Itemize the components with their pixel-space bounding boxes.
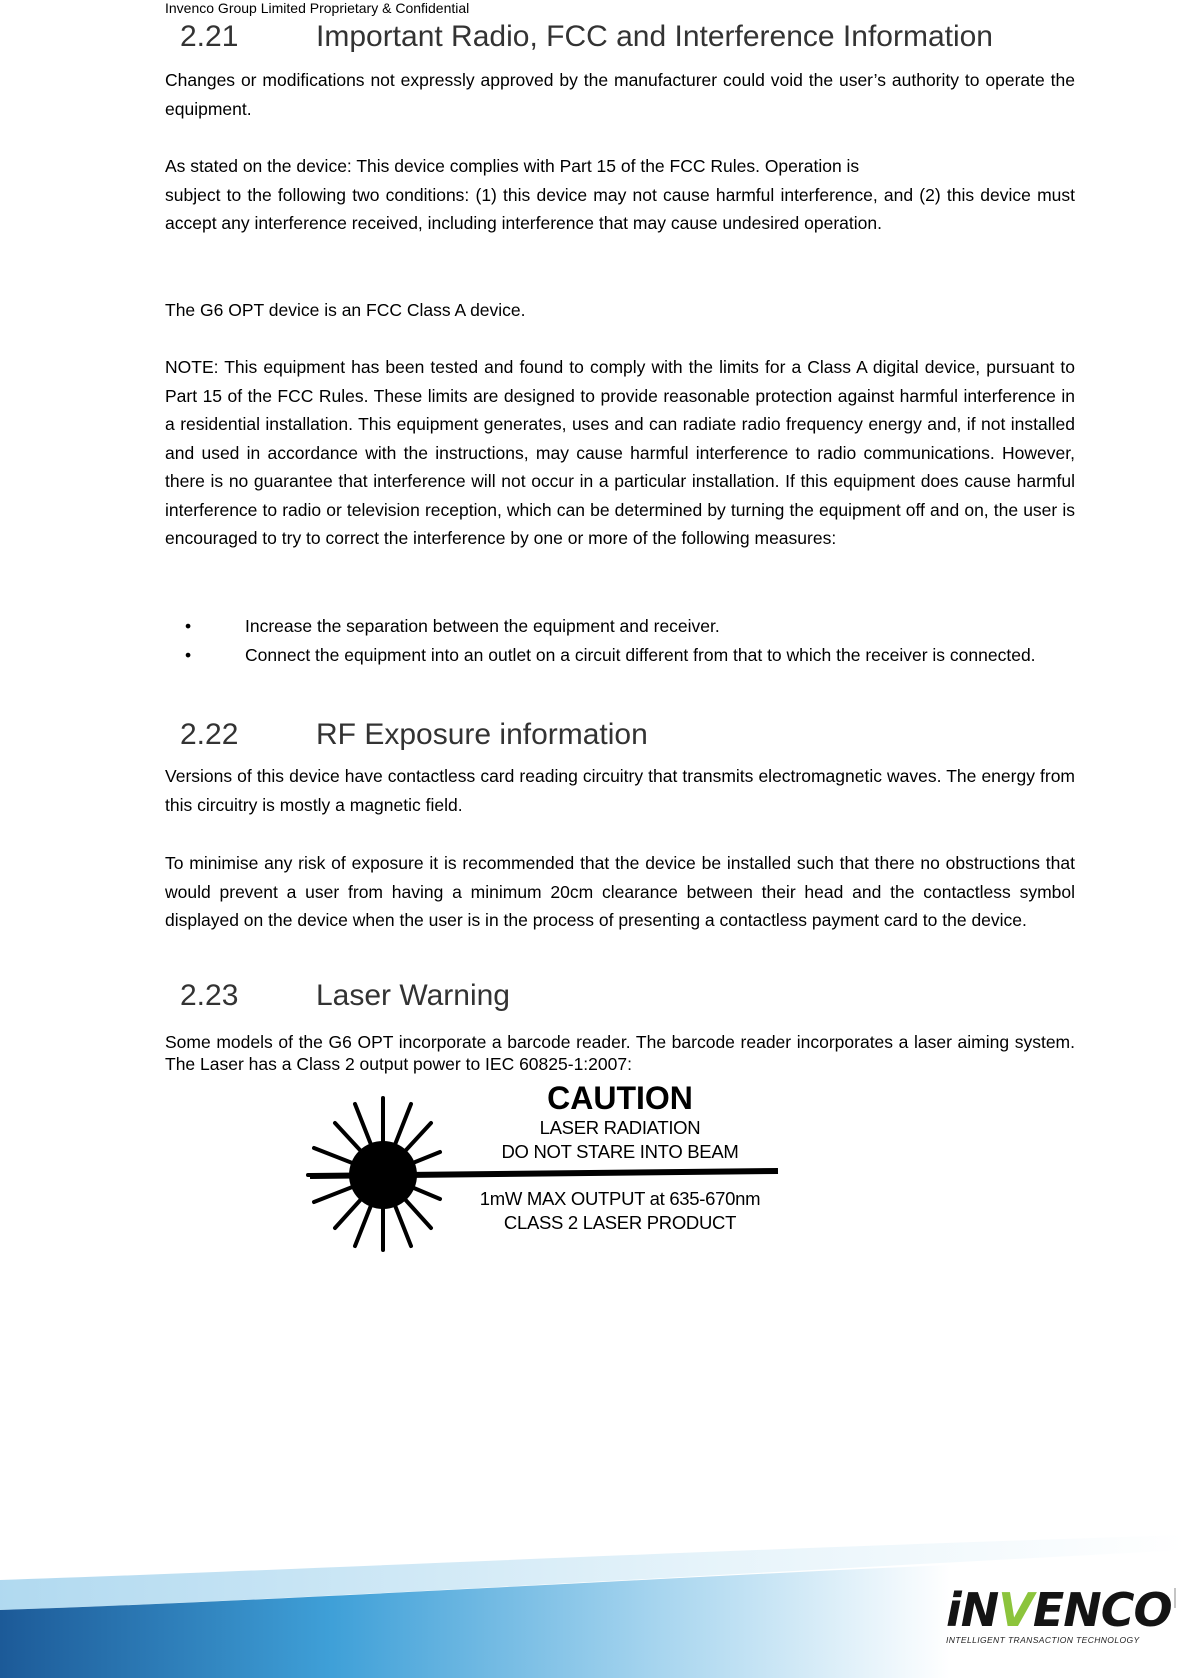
section-heading-2-22 <box>180 717 648 753</box>
logo-tagline: INTELLIGENT TRANSACTION TECHNOLOGY <box>946 1635 1140 1645</box>
section-number: 2.23 <box>180 979 239 1012</box>
paragraph <box>165 152 1075 238</box>
list-item: • Connect the equipment into an outlet on a circuit different from that to which the receiver is connected. <box>165 641 1075 670</box>
caution-line: 1mW MAX OUTPUT at 635-670nm <box>479 1188 761 1209</box>
section-number: 2.22 <box>180 718 239 751</box>
caution-line: CLASS 2 LASER PRODUCT <box>503 1212 737 1233</box>
paragraph-line: As stated on the device: This device complies with Part 15 of the FCC Rules. Operation is <box>165 156 860 176</box>
paragraph: Versions of this device have contactless card reading circuitry that transmits electromagnetic waves. The energy from this circuitry is mostly a magnetic field. <box>165 766 1075 815</box>
paragraph-line: subject to the following two conditions: (1) this device may not cause harmful interference, and (2) this device must accept any interference received, including interference that may cause undesired operation. <box>165 184 1075 233</box>
paragraph: To minimise any risk of exposure it is recommended that the device be installed such that there no obstructions that would prevent a user from having a minimum 20cm clearance between their head and the contactless symbol displayed on the device when the user is in the process of presenting a contactless payment card to the device. <box>165 853 1075 930</box>
list-item: • Increase the separation between the equipment and receiver. <box>165 612 1075 641</box>
section-number: 2.21 <box>180 20 239 53</box>
section-title: Laser Warning <box>316 979 510 1012</box>
caution-title: CAUTION <box>547 1080 693 1116</box>
paragraph: The G6 OPT device is an FCC Class A device. <box>165 300 526 320</box>
section-title: Important Radio, FCC and Interference Information <box>316 20 993 53</box>
measures-list <box>165 612 1075 669</box>
confidential-header: Invenco Group Limited Proprietary & Confidential <box>165 0 470 16</box>
section-title: RF Exposure information <box>316 718 648 751</box>
section-heading-2-23 <box>180 978 510 1014</box>
paragraph: NOTE: This equipment has been tested and found to comply with the limits for a Class A digital device, pursuant to Part 15 of the FCC Rules. These limits are designed to provide reasonable protection against harmful interference in a residential installation. This equipment generates, uses and can radiate radio frequency energy and, if not installed and used in accordance with the instructions, may cause harmful interference to radio communications. However, there is no guarantee that interference will not occur in a particular installation. If this equipment does cause harmful interference to radio or television reception, which can be determined by turning the equipment off and on, the user is encouraged to try to correct the interference by one or more of the following measures: <box>165 357 1075 548</box>
caution-line: DO NOT STARE INTO BEAM <box>501 1141 739 1162</box>
paragraph: Changes or modifications not expressly approved by the manufacturer could void the user’s authority to operate the equipment. <box>165 70 1075 119</box>
paragraph: Some models of the G6 OPT incorporate a barcode reader. The barcode reader incorporates a laser aiming system. The Laser has a Class 2 output power to IEC 60825-1:2007: <box>165 1032 1075 1074</box>
section-heading-2-21 <box>180 19 993 55</box>
logo-wordmark: iNVENCO <box>946 1583 1172 1637</box>
invenco-logo <box>946 1583 1186 1645</box>
caution-line: LASER RADIATION <box>539 1117 701 1138</box>
